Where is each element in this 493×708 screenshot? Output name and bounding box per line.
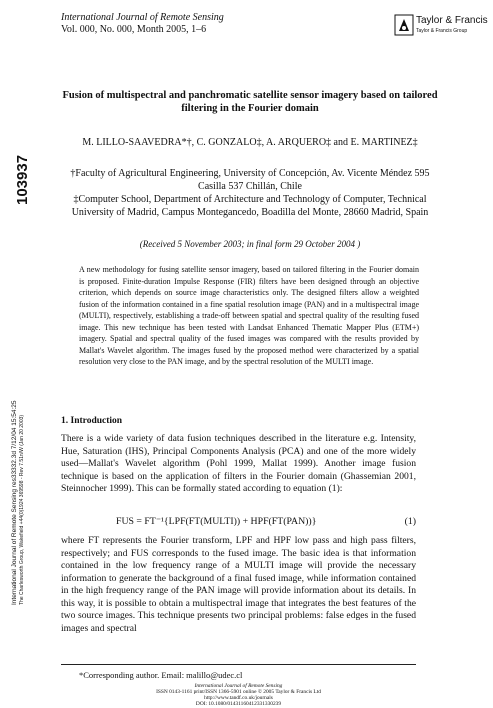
abstract: A new methodology for fusing satellite sensor imagery, based on tailored filtering in the Fourier domain is proposed. Finite-duration Impulse Response (FIR) filters have been designed through an objective criterion, which depends on source image characteristics only. The designed filters allow a weighted fusion of the information contained in a fine spatial resolution image (PAN) and in a multispectral image (MULTI), respectively, establishing a trade-off between spatial and spectral quality of the resulting fused image. This new technique has been tested with Landsat Enhanced Thematic Mapper Plus (ETM+) imagery. Spatial and spectral quality of the fused images was compared with the results provided by Mallat's Wavelet algorithm. The images fused by the proposed method were characterized by a spatial resolution very close to the PAN image, and by the spectral resolution of the MULTI image. [79, 265, 419, 366]
footer-doi: DOI: 10.1080/01431160412331330239 [195, 701, 282, 707]
affiliation-2: ‡Computer School, Department of Architecture and Technology of Computer, Technical University of Madrid, Campus Montegancedo, Boadilla del Monte, 28660 Madrid, Spain [71, 194, 429, 218]
publisher-group: Taylor & Francis Group [416, 28, 468, 34]
article-id: 103937 [14, 154, 31, 205]
footnote-rule [61, 664, 416, 665]
publisher-logo [394, 12, 488, 42]
running-line-1: International Journal of Remote Sensing res33332.3d 7/12/04 15:54:25 [11, 400, 18, 605]
publisher-name: Taylor & Francis [416, 15, 488, 26]
paragraph-2: where FT represents the Fourier transform, LPF and HPF low pass and high pass filters, respectively; and FUS corresponds to the fused image. The basic idea is that information contained in the low frequency range of a MULTI image will provide the necessary information to generate the background of a final fused image, while information contained in the high frequency range of the PAN image will provide information about its details. In this way, it is possible to obtain a multispectral image that integrates the best features of the two source images. This technique presents two principal problems: false edges in the fused images and spectral [61, 535, 416, 634]
volume-info: Vol. 000, No. 000, Month 2005, 1–6 [61, 24, 207, 35]
running-line-2: The Charlesworth Group, Wakefield +44(0)1924 369598 - Rev 7.51n/W (Jan 20 2003) [19, 414, 25, 605]
equation-number: (1) [404, 516, 416, 527]
section-heading: 1. Introduction [61, 416, 123, 426]
running-margin [0, 240, 34, 610]
equation-body: FUS = FT⁻¹{LPF(FT(MULTI)) + HPF(FT(PAN))} [116, 516, 317, 527]
authors: M. LILLO-SAAVEDRA*†, C. GONZALO‡, A. ARQUERO‡ and E. MARTINEZ‡ [82, 137, 418, 148]
paper-title: Fusion of multispectral and panchromatic satellite sensor imagery based on tailored filtering in the Fourier domain [62, 90, 438, 114]
received-dates: (Received 5 November 2003; in final form 29 October 2004 ) [139, 239, 361, 249]
publisher-mark-icon [394, 14, 414, 36]
footer-journal: International Journal of Remote Sensing [194, 683, 283, 689]
footnote: *Corresponding author. Email: malillo@udec.cl [79, 670, 243, 680]
journal-name: International Journal of Remote Sensing [61, 12, 224, 23]
footer-issn: ISSN 0143-1161 print/ISSN 1366-5901 online © 2005 Taylor & Francis Ltd [156, 689, 321, 695]
paragraph-1: There is a wide variety of data fusion techniques described in the literature e.g. Intensity, Hue, Saturation (IHS), Principal Components Analysis (PCA) and one of the more widely used—Mallat's Wavelet algorithm (Pohl 1999, Mallat 1999). Another image fusion technique is based on the application of filters in the Fourier domain (Ghassemian 2001, Steinnocher 1999). This can be formally stated according to equation (1): [61, 433, 416, 494]
footer-url[interactable]: http://www.tandf.co.uk/journals [204, 695, 273, 701]
affiliation-1: †Faculty of Agricultural Engineering, University of Concepción, Av. Vicente Méndez 595 Casilla 537 Chillán, Chile [70, 168, 430, 192]
